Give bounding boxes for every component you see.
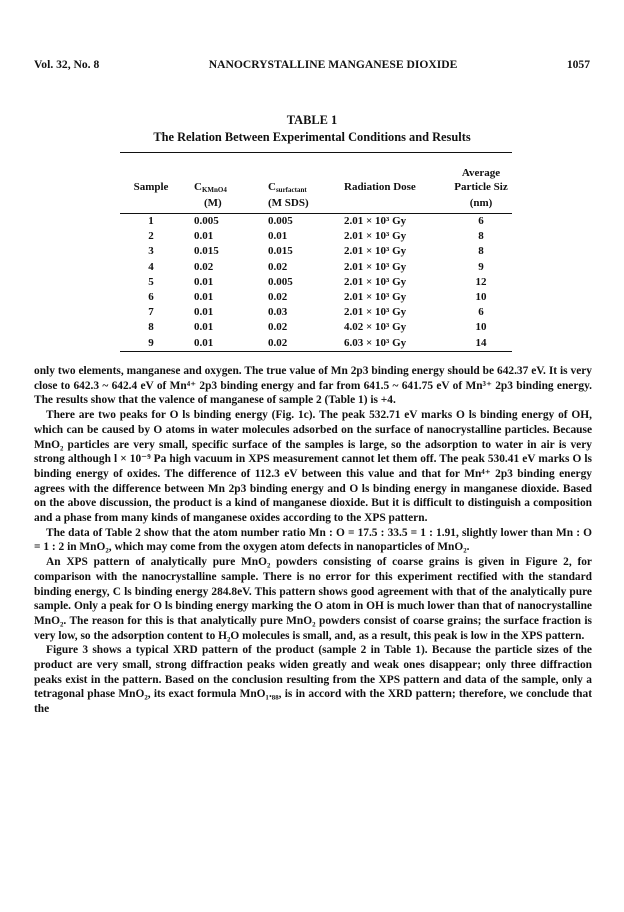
body-paragraph: An XPS pattern of analytically pure MnO₂ powders consisting of coarse grains is given in Figure 2, for comparison with the nanocrystalline sample. There is no error for this experiment rectified with the standard binding energy, C ls binding energy 284.8eV. This pattern shows good agreement with that of the analytically pure sample. Only a peak for O ls binding energy marking the O atom in OH is much lower than that of nanocrystalline MnO₂. The reason for this is that analytically pure MnO₂ powders consist of coarse grains; the surface fraction is very low, so the adsorption content to H₂O molecules is small, and, as a result, this peak is low in the XPS pattern.: [34, 556, 592, 642]
table-row: [120, 305, 512, 320]
cell-ck: 0.015: [194, 245, 219, 258]
cell-ck: 0.01: [194, 230, 214, 243]
col-header-dose: Radiation Dose: [344, 181, 416, 193]
cell-cs: 0.02: [268, 336, 288, 349]
cell-size: 6: [478, 215, 484, 227]
cell-sample: 4: [148, 260, 154, 273]
body-text: [34, 364, 592, 717]
cell-cs: 0.02: [268, 321, 288, 334]
cell-sample: 8: [148, 321, 154, 334]
cell-ck: 0.01: [194, 275, 214, 288]
col-unit-ckmno4: (M): [204, 197, 222, 209]
table-row: [120, 320, 512, 335]
cell-size: 12: [475, 275, 487, 288]
table-title: The Relation Between Experimental Conditions and Results: [153, 130, 471, 144]
col-unit-csurfactant: (M SDS): [268, 197, 309, 209]
table-row: [120, 214, 512, 229]
table-body: [120, 214, 512, 351]
cell-dose: 2.01 × 10³ Gy: [344, 245, 407, 258]
cell-sample: 9: [148, 336, 154, 349]
cell-sample: 1: [148, 215, 154, 227]
cell-size: 8: [478, 245, 484, 258]
cell-dose: 4.02 × 10³ Gy: [344, 321, 407, 334]
cell-ck: 0.01: [194, 336, 214, 349]
cell-dose: 2.01 × 10³ Gy: [344, 290, 407, 303]
cell-cs: 0.02: [268, 260, 288, 273]
col-header-ckmno4: $C_{KMnO4}$: [194, 181, 227, 194]
cell-cs: 0.015: [268, 245, 293, 258]
cell-cs: 0.005: [268, 275, 293, 288]
cell-dose: 2.01 × 10³ Gy: [344, 306, 407, 319]
cell-cs: 0.005: [268, 215, 293, 227]
cell-dose: 2.01 × 10³ Gy: [344, 215, 407, 227]
running-header: [34, 58, 590, 71]
table-bottom-rule: [120, 351, 512, 352]
cell-ck: 0.005: [194, 215, 219, 227]
col-unit-size: (nm): [469, 197, 493, 209]
table-header: [120, 153, 512, 213]
cell-size: 9: [478, 260, 484, 273]
cell-dose: 2.01 × 10³ Gy: [344, 260, 407, 273]
table-row: [120, 336, 512, 351]
table-row: [120, 244, 512, 259]
table-row: [120, 290, 512, 305]
col-header-csurfactant: $C_{surfactant}$: [268, 181, 307, 194]
cell-ck: 0.01: [194, 306, 214, 319]
table-row: [120, 275, 512, 290]
body-paragraph: There are two peaks for O ls binding energy (Fig. 1c). The peak 532.71 eV marks O ls binding energy of OH, which can be caused by O atoms in water molecules adsorbed on the surface of nanocrystalline particles. Because MnO₂ particles are very small, specific surface of the samples is large, so the adsorption to water in air is very strong although l × 10⁻⁹ Pa high vacuum in XPS measurement cannot let them off. The peak 530.41 eV marks O ls binding energy of oxides. The difference of 112.3 eV between this value and that for Mn⁴⁺ 2p3 binding energy agrees with the difference between Mn 2p3 binding energy and O ls binding energy in manganese dioxide. Based on the above discussion, the product is a kind of manganese dioxide. But it is difficult to distinguish a composition and a phase from many kinds of manganese oxides according to the XPS pattern.: [34, 409, 592, 525]
cell-sample: 3: [148, 245, 154, 258]
cell-dose: 6.03 × 10³ Gy: [344, 336, 407, 349]
body-paragraph: Figure 3 shows a typical XRD pattern of the product (sample 2 in Table 1). Because the particle sizes of the product are very small, strong diffraction peaks widen greatly and weak ones disappear; only three diffraction peaks exist in the pattern. Based on the conclusion resulting from the XPS pattern and data of the sample, only a tetragonal phase MnO₂, its exact formula MnO₁.₈₈, is in accord with the XRD pattern; therefore, we conclude that the: [34, 644, 592, 716]
cell-sample: 5: [148, 275, 154, 288]
table-row: [120, 260, 512, 275]
table-row: [120, 229, 512, 244]
cell-ck: 0.01: [194, 321, 214, 334]
cell-cs: 0.03: [268, 306, 288, 319]
table-label: TABLE 1: [286, 113, 338, 127]
cell-size: 14: [475, 336, 487, 349]
col-header-size-line2: Particle Siz: [454, 181, 508, 193]
page-number: 1057: [566, 58, 590, 71]
table-caption: [0, 112, 624, 146]
col-header-sample: Sample: [133, 181, 169, 193]
cell-dose: 2.01 × 10³ Gy: [344, 230, 407, 243]
running-title: NANOCRYSTALLINE MANGANESE DIOXIDE: [208, 58, 458, 71]
cell-cs: 0.02: [268, 290, 288, 303]
cell-ck: 0.01: [194, 290, 214, 303]
cell-ck: 0.02: [194, 260, 214, 273]
cell-size: 6: [478, 306, 484, 319]
cell-sample: 2: [148, 230, 154, 243]
volume-label: Vol. 32, No. 8: [34, 58, 100, 71]
cell-sample: 7: [148, 306, 154, 319]
cell-size: 10: [475, 321, 487, 334]
body-paragraph: only two elements, manganese and oxygen. The true value of Mn 2p3 binding energy should be 642.37 eV. It is very close to 642.3 ~ 642.4 eV of Mn⁴⁺ 2p3 binding energy and far from 641.5 ~ 641.75 eV of Mn³⁺ 2p3 binding energy. The results show that the valence of manganese of sample 2 (Table 1) is +4.: [34, 365, 592, 407]
cell-sample: 6: [148, 290, 154, 303]
body-paragraph: The data of Table 2 show that the atom number ratio Mn : O = 17.5 : 33.5 = 1 : 1.91, slightly lower than Mn : O = 1 : 2 in MnO₂, which may come from the oxygen atom defects in nanoparticles of MnO₂.: [34, 526, 592, 554]
col-header-size-line1: Average: [461, 167, 501, 179]
cell-size: 8: [478, 230, 484, 243]
results-table: [120, 152, 512, 352]
cell-cs: 0.01: [268, 230, 288, 243]
cell-dose: 2.01 × 10³ Gy: [344, 275, 407, 288]
cell-size: 10: [475, 290, 487, 303]
